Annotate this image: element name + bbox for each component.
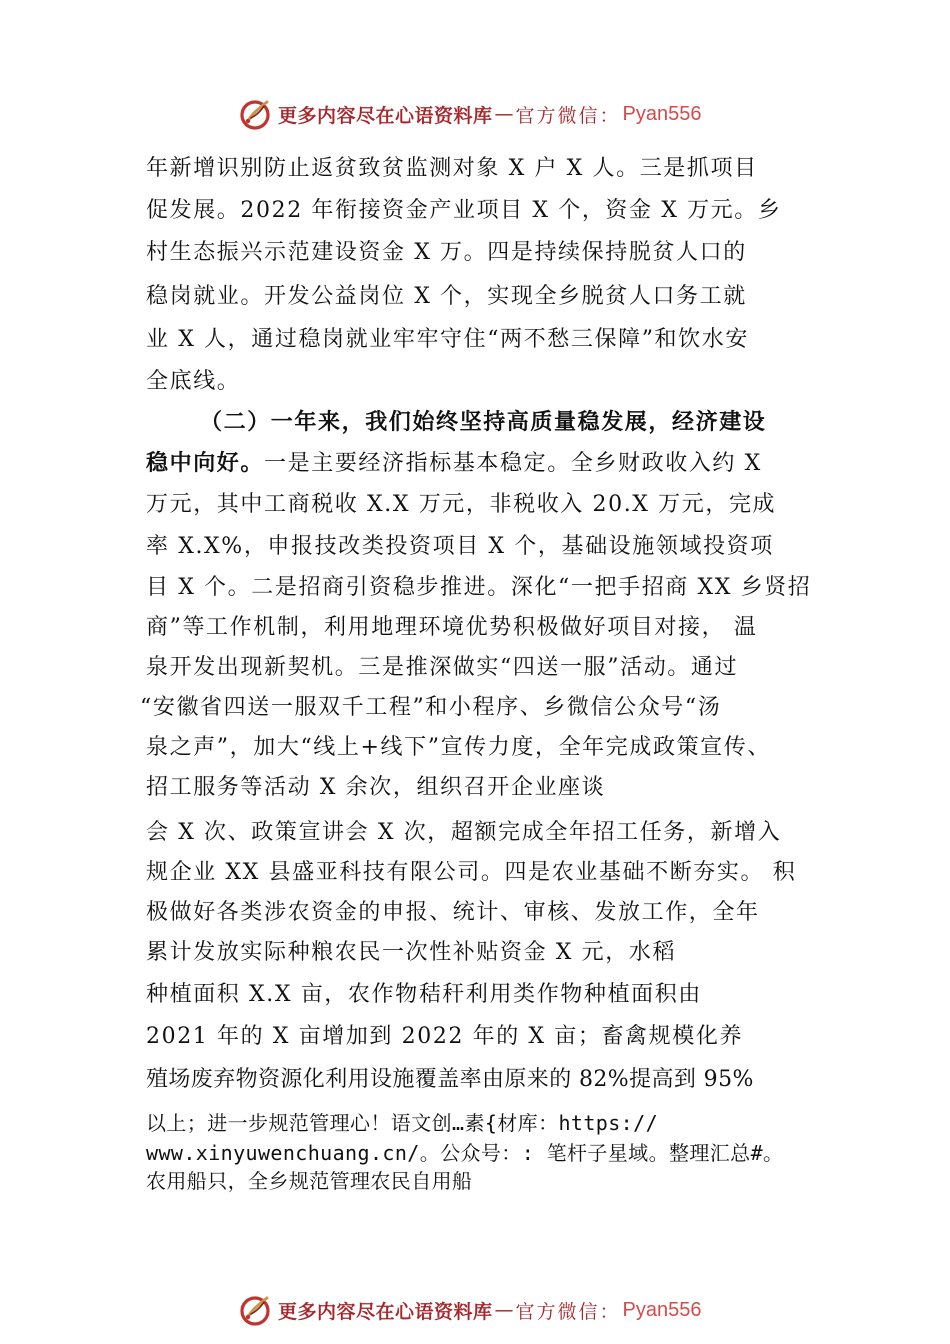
brush-logo-icon (238, 97, 272, 131)
text-line: 万元，其中工商税收 X.X 万元，非税收入 20.X 万元，完成 (146, 492, 777, 517)
text-line: 泉开发出现新契机。三是推深做实“四送一服”活动。通过 (146, 655, 739, 680)
section-heading-continuation: 稳中向好。 (146, 450, 265, 476)
text-line: 业 X 人，通过稳岗就业牢牢守住“两不愁三保障”和饮水安 (146, 327, 749, 352)
text-line: 商”等工作机制，利用地理环境优势积极做好项目对接， 温 (146, 615, 758, 640)
banner-separator: — (494, 1299, 514, 1321)
text-line: 村生态振兴示范建设资金 X 万。四是持续保持脱贫人口的 (146, 240, 747, 265)
text-line: 农用船只，全乡规范管理农民自用船 (146, 1169, 473, 1193)
text-line: 促发展。2022 年衔接资金产业项目 X 个，资金 X 万元。乡 (146, 198, 782, 223)
banner-text: 更多内容尽在心语资料库 (278, 1300, 493, 1323)
text-line-continuation: 一是主要经济指标基本稳定。全乡财政收入约 X (264, 451, 762, 476)
wechat-label: 官方微信： (515, 104, 621, 127)
text-line: 全底线。 (146, 369, 241, 394)
text-line: 招工服务等活动 X 余次，组织召开企业座谈 (146, 775, 606, 800)
text-line: 殖场废弃物资源化利用设施覆盖率由原来的 82%提高到 95% (146, 1067, 754, 1092)
wechat-label: 官方微信： (515, 1300, 621, 1323)
text-line: 会 X 次、政策宣讲会 X 次，超额完成全年招工任务，新增入 (146, 820, 782, 845)
text-line: 泉之声”，加大“线上+线下”宣传力度，全年完成政策宣传、 (146, 735, 771, 760)
text-line: 累计发放实际种粮农民一次性补贴资金 X 元，水稻 (146, 940, 677, 965)
text-line (146, 448, 762, 478)
text-line: 稳岗就业。开发公益岗位 X 个，实现全乡脱贫人口务工就 (146, 284, 747, 309)
text-line: 目 X 个。二是招商引资稳步推进。深化“一把手招商 XX 乡贤招 (146, 575, 812, 600)
text-line: 年新增识别防止返贫致贫监测对象 X 户 X 人。三是抓项目 (146, 156, 758, 181)
text-line: 率 X.X%，申报技改类投资项目 X 个，基础设施领域投资项 (146, 534, 774, 559)
wechat-id: Pyan556 (622, 1298, 702, 1321)
text-line: 种植面积 X.X 亩，农作物秸秆利用类作物种植面积由 (146, 982, 702, 1007)
banner-separator: — (494, 103, 514, 125)
brush-logo-icon (238, 1293, 272, 1327)
text-line: 2021 年的 X 亩增加到 2022 年的 X 亩；畜禽规模化养 (146, 1024, 744, 1049)
text-line: 规企业 XX 县盛亚科技有限公司。四是农业基础不断夯实。 积 (146, 860, 797, 885)
text-line: 极做好各类涉农资金的申报、统计、审核、发放工作，全年 (146, 900, 760, 925)
banner-text: 更多内容尽在心语资料库 (278, 104, 493, 127)
text-line: www.xinyuwenchuang.cn/。公众号：: 笔杆子星域。整理汇总#。 (146, 1141, 784, 1165)
footer-banner (238, 1290, 702, 1330)
text-line: “安徽省四送一服双千工程”和小程序、乡微信公众号“汤 (140, 695, 722, 720)
text-line: 以上；进一步规范管理心！语文创…素{材库：https:// (146, 1111, 659, 1135)
wechat-id: Pyan556 (622, 102, 702, 125)
section-heading: （二）一年来，我们始终坚持高质量稳发展，经济建设 (200, 409, 767, 435)
header-banner (238, 94, 702, 134)
